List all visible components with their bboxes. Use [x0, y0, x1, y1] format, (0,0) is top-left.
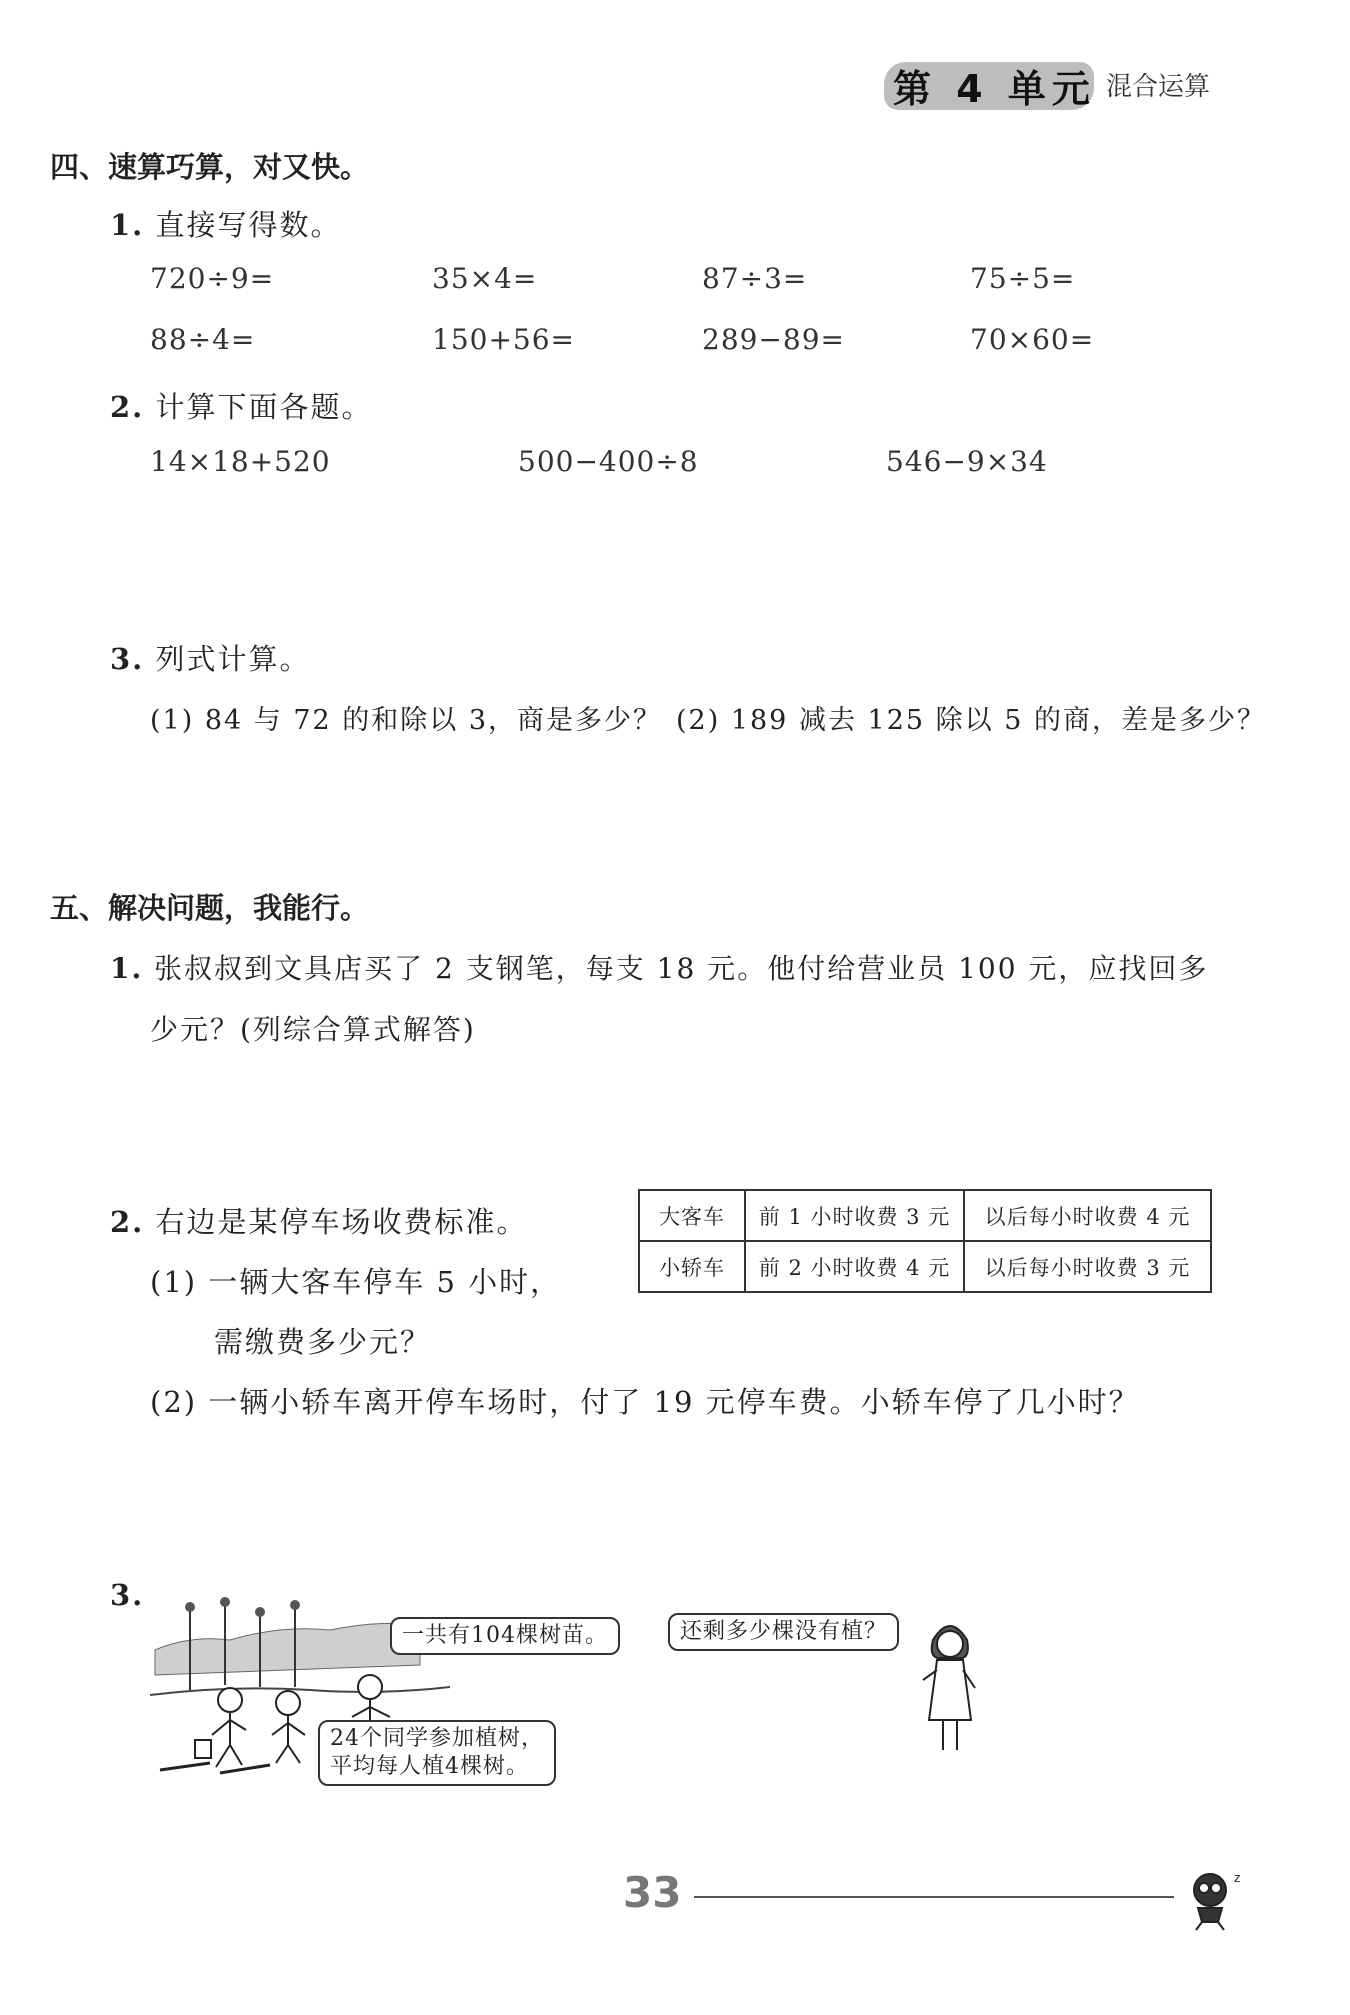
s5-q2-text: 右边是某停车场收费标准。: [155, 1205, 528, 1239]
mental-calc-2: 35×4=: [432, 262, 538, 295]
s5-q2-part1a: (1) 一辆大客车停车 5 小时，: [150, 1265, 562, 1299]
s4-q2: [110, 385, 373, 426]
table-cell: 大客车: [639, 1190, 745, 1241]
footer-rule: [694, 1896, 1174, 1898]
section-5-title: 五、解决问题，我能行。: [50, 891, 370, 925]
mascot-icon: [1178, 1862, 1248, 1932]
mental-calc-6: 150+56=: [432, 323, 575, 356]
girl-character-illustration: [915, 1610, 985, 1760]
mental-calc-1: 720÷9=: [150, 262, 275, 295]
unit-subtitle: 混合运算: [1106, 72, 1211, 102]
s4-q3: [110, 637, 311, 678]
s5-q2: [110, 1200, 528, 1241]
s5-q2-part2: (2) 一辆小轿车离开停车场时，付了 19 元停车费。小轿车停了几小时？: [150, 1385, 1140, 1419]
calc-item-1: 14×18+520: [150, 445, 331, 478]
table-cell: 前 2 小时收费 4 元: [745, 1241, 964, 1292]
s4-q3-text: 列式计算。: [155, 642, 311, 676]
s5-q3: [110, 1578, 144, 1612]
mental-calc-4: 75÷5=: [970, 262, 1076, 295]
s4-q1-number: 1.: [110, 208, 145, 242]
svg-text:z: z: [1234, 1871, 1241, 1885]
s5-q2-number: 2.: [110, 1205, 145, 1239]
s4-q3-part2: (2) 189 减去 125 除以 5 的商，差是多少？: [676, 705, 1266, 736]
s4-q3-part1: (1) 84 与 72 的和除以 3，商是多少？: [150, 705, 663, 736]
table-cell: 以后每小时收费 3 元: [964, 1241, 1211, 1292]
s5-q3-number: 3.: [110, 1578, 145, 1612]
s5-q1-number: 1.: [110, 952, 144, 985]
speech-bubble-question: 还剩多少棵没有植？: [668, 1613, 899, 1651]
parking-fee-table: [638, 1189, 1212, 1293]
mental-calc-8: 70×60=: [970, 323, 1095, 356]
s5-q1-line1: [110, 947, 1208, 987]
table-cell: 前 1 小时收费 3 元: [745, 1190, 964, 1241]
s4-q3-number: 3.: [110, 642, 145, 676]
mental-calc-7: 289−89=: [702, 323, 845, 356]
s4-q2-number: 2.: [110, 390, 145, 424]
table-cell: 以后每小时收费 4 元: [964, 1190, 1211, 1241]
speech-bubble-students: [318, 1720, 556, 1786]
s5-q1-line2: 少元？(列综合算式解答): [150, 1013, 476, 1046]
s4-q1: [110, 203, 342, 244]
s4-q1-text: 直接写得数。: [155, 208, 342, 242]
calc-item-2: 500−400÷8: [518, 445, 699, 478]
speech-bubble-students-line1: 24个同学参加植树，: [330, 1726, 544, 1751]
section-4-title: 四、速算巧算，对又快。: [50, 150, 370, 184]
s5-q2-part1b: 需缴费多少元？: [214, 1325, 432, 1359]
table-row: [639, 1241, 1211, 1292]
table-cell: 小轿车: [639, 1241, 745, 1292]
page-number: 33: [623, 1868, 682, 1917]
s5-q1-text: 张叔叔到文具店买了 2 支钢笔，每支 18 元。他付给营业员 100 元，应找回多: [154, 952, 1209, 985]
calc-item-3: 546−9×34: [886, 445, 1048, 478]
speech-bubble-seedlings: 一共有104棵树苗。: [390, 1617, 620, 1655]
s4-q2-text: 计算下面各题。: [155, 390, 373, 424]
mental-calc-3: 87÷3=: [702, 262, 808, 295]
mental-calc-5: 88÷4=: [150, 323, 256, 356]
unit-title: 第 4 单元: [893, 67, 1096, 111]
table-row: [639, 1190, 1211, 1241]
speech-bubble-students-line2: 平均每人植4棵树。: [330, 1754, 529, 1779]
